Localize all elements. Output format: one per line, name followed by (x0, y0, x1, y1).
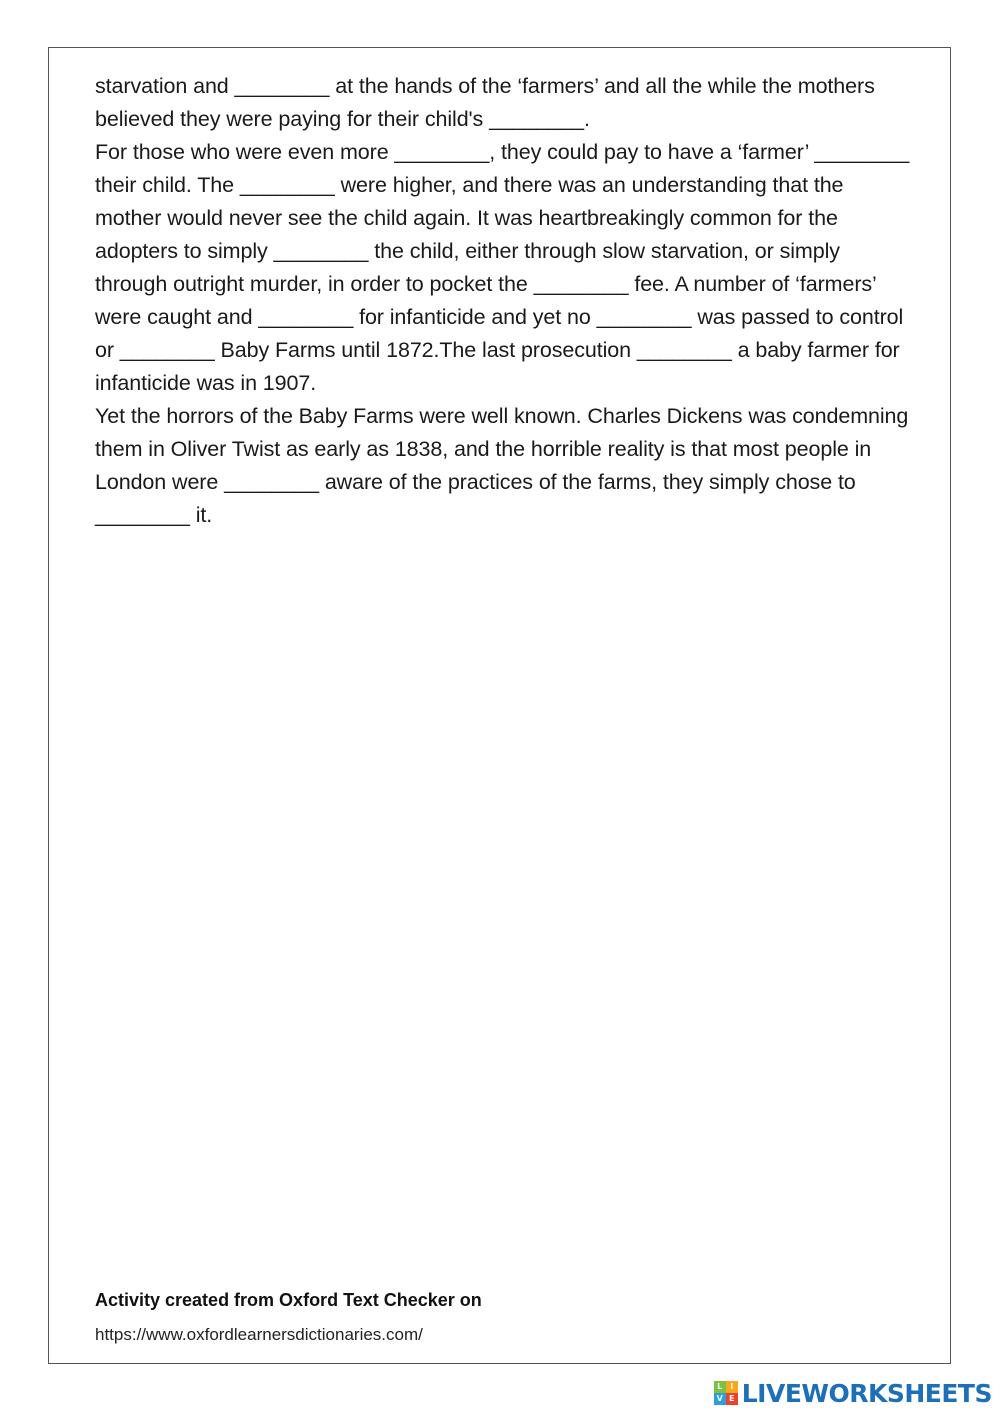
logo-letter-v: V (714, 1393, 726, 1405)
footer-url-link[interactable]: https://www.oxfordlearnersdictionaries.com/ (95, 1325, 423, 1344)
liveworksheets-logo-icon (714, 1381, 738, 1405)
brand-name: LIVEWORKSHEETS (741, 1378, 992, 1408)
logo-letter-l: L (714, 1381, 726, 1393)
logo-letter-e: E (726, 1393, 738, 1405)
footer-credit: Activity created from Oxford Text Checker on (95, 1290, 482, 1310)
liveworksheets-brand[interactable] (714, 1378, 992, 1408)
paragraph-3: Yet the horrors of the Baby Farms were well known. Charles Dickens was condemning them in Oliver Twist as early as 1838, and the horrible reality is that most people in London were ________ aware of the practices of the farms, they simply chose to ________ it. (95, 404, 909, 527)
document-body (95, 70, 915, 532)
paragraph-1: starvation and ________ at the hands of the ‘farmers’ and all the while the mothers believed they were paying for their child's ________. (95, 74, 875, 131)
logo-letter-i: I (726, 1381, 738, 1393)
paragraph-2: For those who were even more ________, they could pay to have a ‘farmer’ ________ their child. The ________ were higher, and there was an understanding that the mother would never see the child again. It was heartbreakingly common for the adopters to simply ________ the child, either through slow starvation, or simply through outright murder, in order to pocket the ________ fee. A number of ‘farmers’ were caught and ________ for infanticide and yet no ________ was passed to control or ________ Baby Farms until 1872.The last prosecution ________ a baby farmer for infanticide was in 1907. (95, 140, 910, 395)
